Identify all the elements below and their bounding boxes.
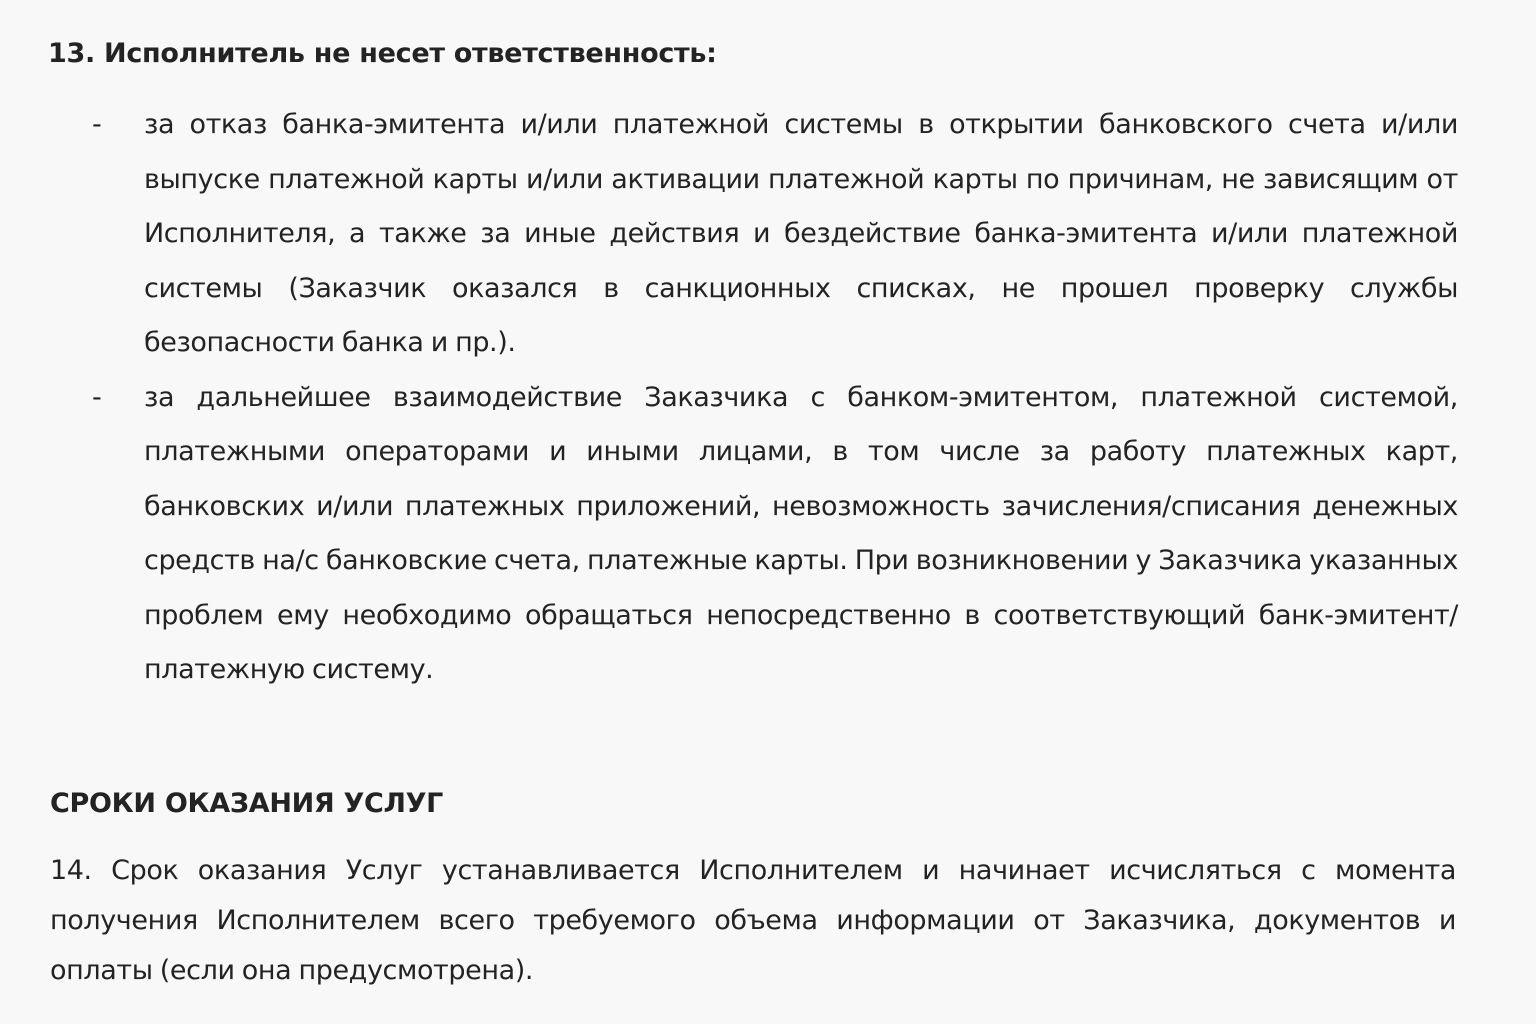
clause-13-heading: 13. Исполнитель не несет ответственность: [48, 38, 717, 69]
list-item [92, 371, 1458, 698]
list-item-text: за дальнейшее взаимодействие Заказчика с банком-эмитентом, платежной системой, платежными операторами и иными лицами, в том числе за работу платежных карт, банковских и/или платежных приложений, невозможность зачисления/списания денежных средств на/с банковские счета, платежные карты. При возникновении у Заказчика указанных проблем ему необходимо обращаться непосредственно в соответствующий банк-эмитент/платежную систему. [144, 381, 1458, 685]
bullet-dash: - [92, 109, 102, 140]
section-heading: СРОКИ ОКАЗАНИЯ УСЛУГ [50, 788, 444, 819]
bullet-dash: - [92, 381, 102, 413]
list-item [92, 98, 1458, 371]
list-item-text: за отказ банка-эмитента и/или платежной системы в открытии банковского счета и/или выпуске платежной карты и/или активации платежной карты по причинам, не зависящим от Исполнителя, а также за иные действия и бездействие банка-эмитента и/или платежной системы (Заказчик оказался в санкционных списках, не прошел проверку службы безопасности банка и пр.). [144, 109, 1458, 358]
liability-list [92, 98, 1458, 698]
clause-14-paragraph: 14. Срок оказания Услуг устанавливается Исполнителем и начинает исчисляться с момента получения Исполнителем всего требуемого объема информации от Заказчика, документов и оплаты (если она предусмотрена). [50, 855, 1456, 986]
